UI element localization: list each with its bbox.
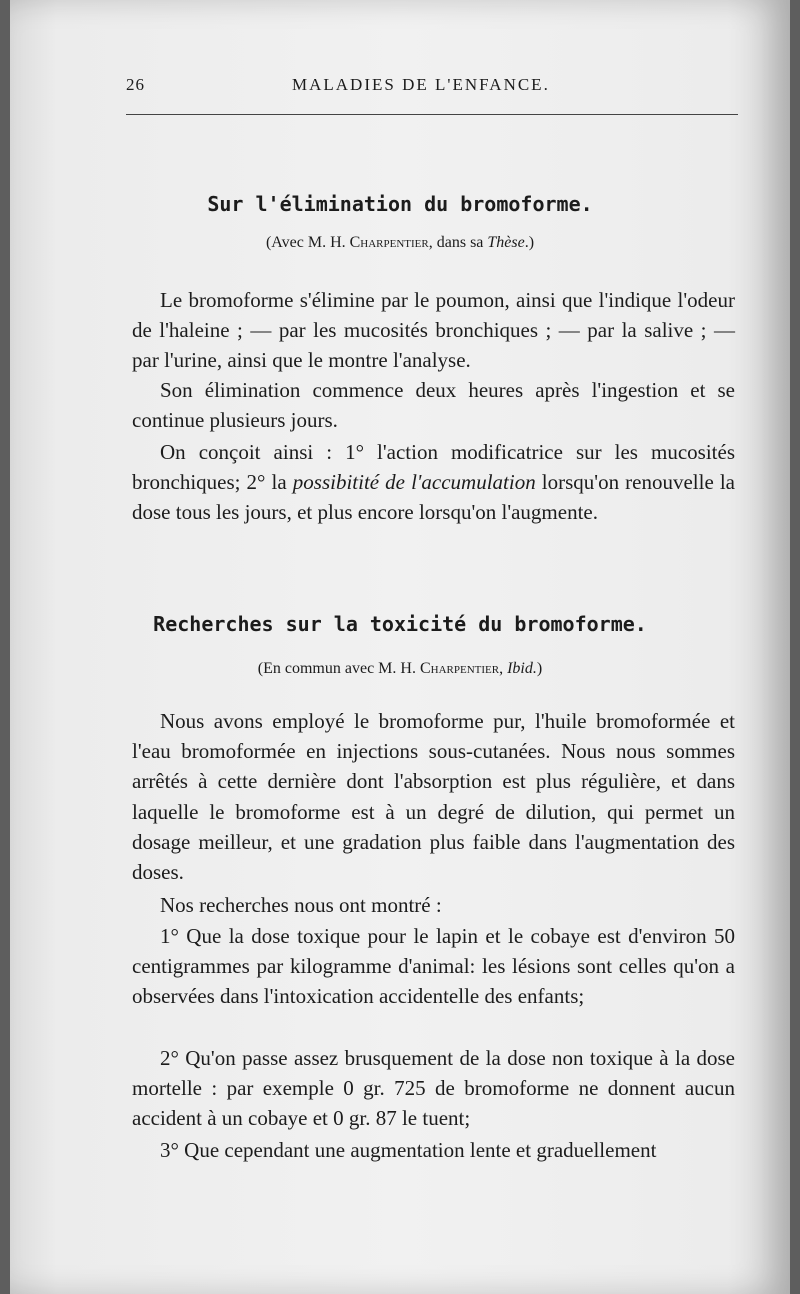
paragraph-text: lorsqu'on renouvelle la dose tous les jours, et plus encore lorsqu'on l'augmente. [132,470,736,525]
paragraph-text: Son élimination commence deux heures après l'ingestion et se continue plusieurs jours. [132,378,735,433]
running-title: MALADIES DE L'ENFANCE. [292,75,550,94]
byline-work: Thèse [487,234,525,251]
paragraph-text: 2° Qu'on passe assez brusquement de la dose non toxique à la dose mortelle : par exemple 0 gr. 725 de bromoforme ne donnent aucun accident à un cobaye et 0 gr. 87 le tuent; [132,1046,735,1131]
section-title-elimination: Sur l'élimination du bromoforme. [207,192,593,216]
section-byline-toxicite [10,660,790,678]
paragraph-text: Nous avons employé le bromoforme pur, l'huile bromoformée et l'eau bromoformée en injections sous-cutanées. Nous nous sommes arrêtés à cette dernière dont l'absorption est plus régulière, et dans laquelle le bromoforme est à un degré de dilution, qui permet un dosage meilleur, et une gradation plus faible dans l'augmentation des doses. [132,709,735,885]
byline-mid: , dans sa [428,234,488,251]
page-number: 26 [126,75,145,94]
paragraph [132,375,735,435]
page-header [126,75,736,103]
byline-prefix: (Avec M. H. [265,234,350,251]
section-byline-elimination [10,234,790,252]
byline-author: Charpentier [419,660,500,677]
paragraph-text: Nos recherches nous ont montré : [160,893,442,917]
paragraph [132,890,735,920]
paragraph [132,921,735,1012]
paragraph-text: On conçoit ainsi : 1° l'action modificatrice sur les mucosités bronchiques; 2° la [132,440,735,495]
byline-mid: , [499,660,508,677]
paragraph [132,1043,735,1134]
paragraph-text: 3° Que cependant une augmentation lente et graduellement [160,1138,657,1162]
section-title-toxicite: Recherches sur la toxicité du bromoforme. [153,612,647,636]
paragraph [132,1135,735,1165]
paragraph [132,706,735,887]
byline-author: Charpentier [349,234,429,251]
paragraph-text: 1° Que la dose toxique pour le lapin et le cobaye est d'environ 50 centigrammes par kilogramme d'animal: les lésions sont celles qu'on a observées dans l'intoxication accidentelle des enfants; [132,924,735,1009]
book-page [10,0,790,1294]
emphasis-text: possibitité de l'accumulation [292,470,536,495]
byline-work: Ibid. [507,660,537,677]
paragraph [132,437,735,528]
header-rule [126,114,738,115]
paragraph-text: Le bromoforme s'élimine par le poumon, ainsi que l'indique l'odeur de l'haleine ; — par les mucosités bronchiques ; — par la salive ; — par l'urine, ainsi que le montre l'analyse. [132,288,735,373]
byline-prefix: (En commun avec M. H. [257,660,420,677]
byline-suffix: .) [524,234,535,251]
byline-suffix: ) [536,660,543,677]
paragraph [132,285,735,376]
